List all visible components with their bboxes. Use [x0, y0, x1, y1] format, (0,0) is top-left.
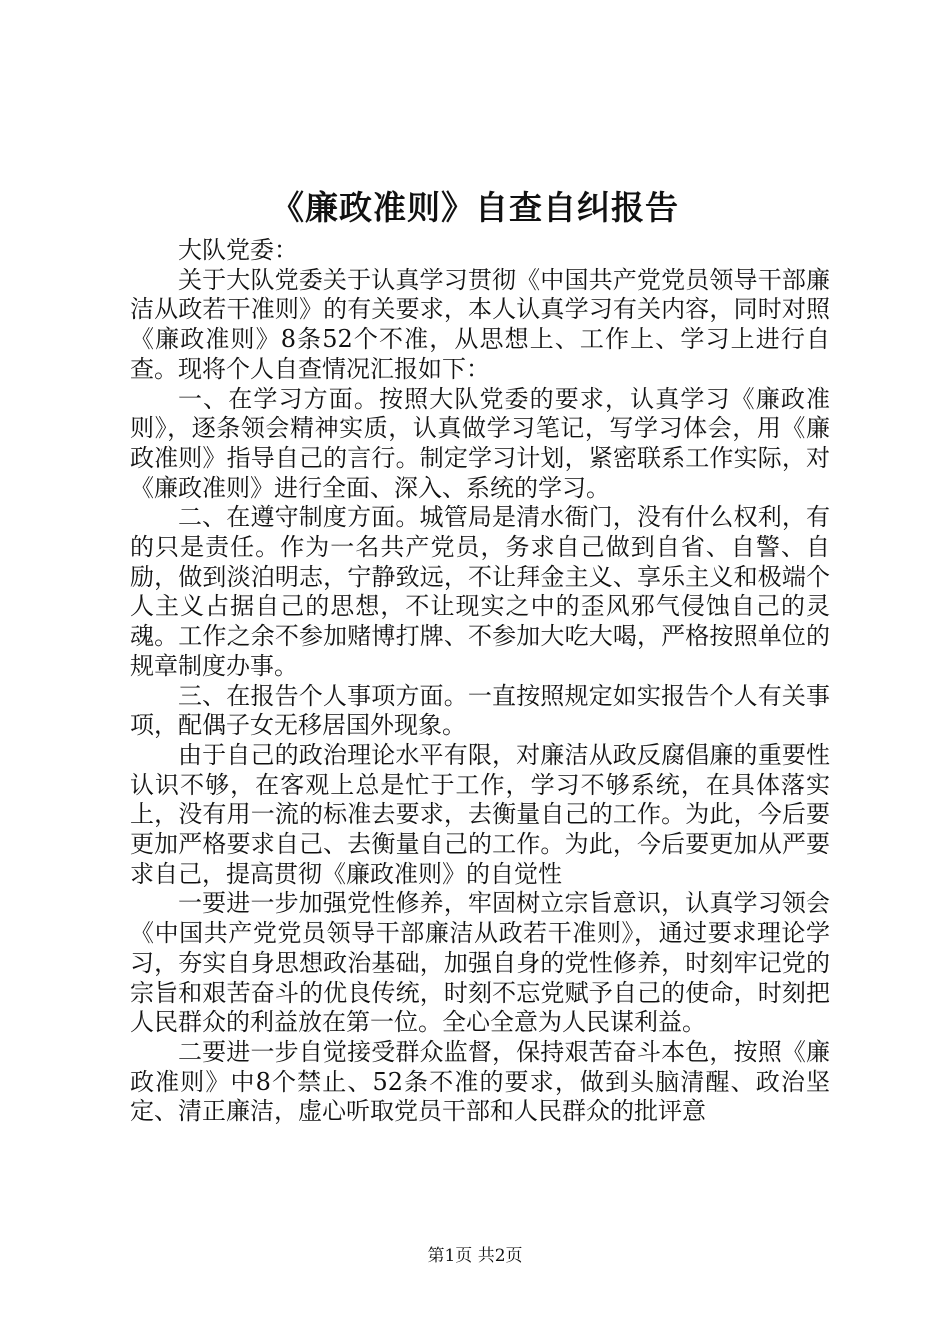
- paragraph-report: 三、在报告个人事项方面。一直按照规定如实报告个人有关事项，配偶子女无移居国外现象。: [130, 681, 830, 740]
- page-number-footer: 第1页 共2页: [427, 1246, 523, 1266]
- paragraph-measure-two: 二要进一步自觉接受群众监督，保持艰苦奋斗本色，按照《廉政准则》中8个禁止、52条不准的要求，做到头脑清醒、政治坚定、清正廉洁，虚心听取党员干部和人民群众的批评意: [130, 1037, 830, 1126]
- salutation: 大队党委：: [178, 236, 298, 264]
- page-title: 《廉政准则》自查自纠报告: [271, 188, 679, 227]
- paragraph-rules: 二、在遵守制度方面。城管局是清水衙门，没有什么权利，有的只是责任。作为一名共产党员，务求自己做到自省、自警、自励，做到淡泊明志，宁静致远，不让拜金主义、享乐主义和极端个人主义占据自己的思想，不让现实之中的歪风邪气侵蚀自己的灵魂。工作之余不参加赌博打牌、不参加大吃大喝，严格按照单位的规章制度办事。: [130, 503, 830, 680]
- paragraph-study: 一、在学习方面。按照大队党委的要求，认真学习《廉政准则》，逐条领会精神实质，认真做学习笔记，写学习体会，用《廉政准则》指导自己的言行。制定学习计划，紧密联系工作实际，对《廉政准则》进行全面、深入、系统的学习。: [130, 384, 830, 502]
- paragraph-measure-one: 一要进一步加强党性修养，牢固树立宗旨意识，认真学习领会《中国共产党党员领导干部廉洁从政若干准则》，通过要求理论学习，夯实自身思想政治基础，加强自身的党性修养，时刻牢记党的宗旨和艰苦奋斗的优良传统，时刻不忘党赋予自己的使命，时刻把人民群众的利益放在第一位。全心全意为人民谋利益。: [130, 889, 830, 1037]
- paragraph-shortcomings: 由于自己的政治理论水平有限，对廉洁从政反腐倡廉的重要性认识不够，在客观上总是忙于工作，学习不够系统，在具体落实上，没有用一流的标准去要求，去衡量自己的工作。为此，今后要更加严格要求自己、去衡量自己的工作。为此，今后要更加从严要求自己，提高贯彻《廉政准则》的自觉性: [130, 740, 830, 888]
- document-body: [130, 236, 830, 1127]
- paragraph-intro: 关于大队党委关于认真学习贯彻《中国共产党党员领导干部廉洁从政若干准则》的有关要求，本人认真学习有关内容，同时对照《廉政准则》8条52个不准，从思想上、工作上、学习上进行自查。现将个人自查情况汇报如下：: [130, 265, 830, 383]
